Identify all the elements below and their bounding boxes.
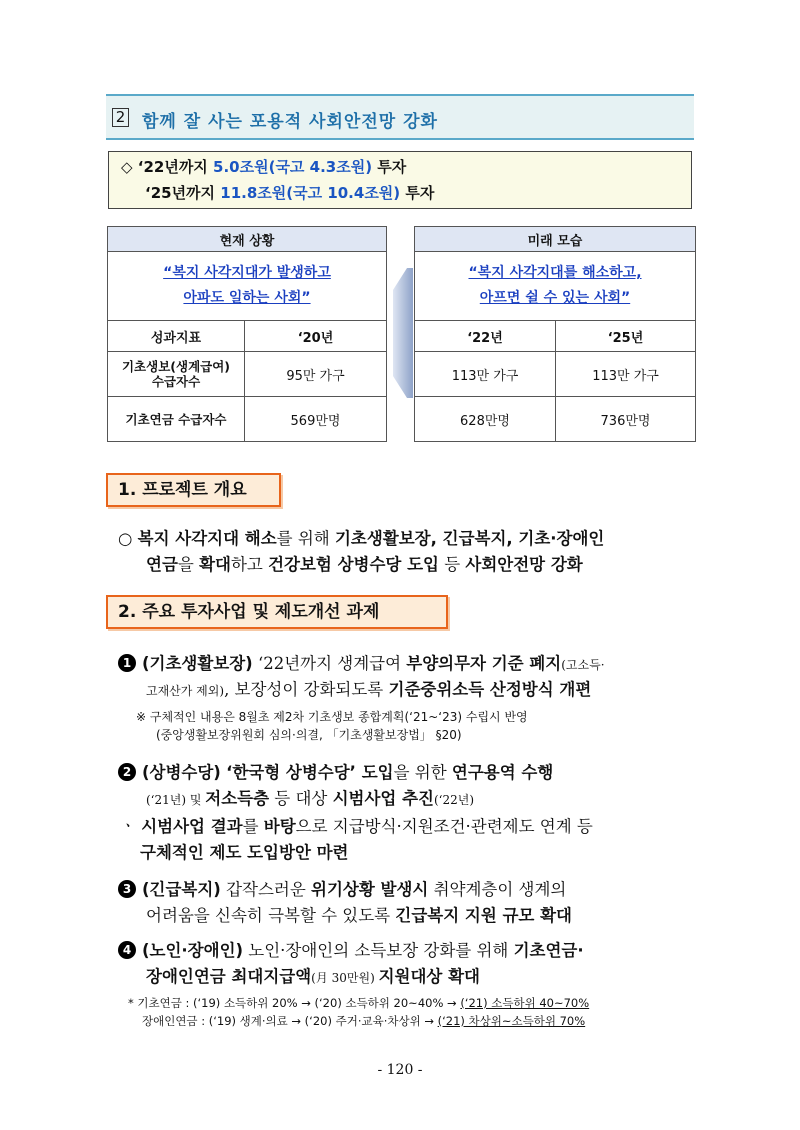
col-header-2025: ‘25년 xyxy=(556,321,696,352)
future-status-table xyxy=(414,226,696,442)
task-2-number-icon: 2 xyxy=(118,763,136,781)
section-title: 함께 잘 사는 포용적 사회안전망 강화 xyxy=(142,112,438,132)
goal-2025-amount: 11.8조원(국고 10.4조원) xyxy=(220,184,401,202)
col-header-2022: ‘22년 xyxy=(415,321,556,352)
transition-arrow-icon xyxy=(393,268,413,398)
goal-line-2022: ◇ ‘22년까지 5.0조원(국고 4.3조원) 투자 xyxy=(121,158,407,176)
overview-heading: 1. 프로젝트 개요 xyxy=(106,473,281,507)
task-1-line-1: 1 (기초생활보장) ‘22년까지 생계급여 부양의무자 기준 폐지(고소득· xyxy=(118,650,605,674)
task-4-note-1: * 기초연금 : (‘19) 소득하위 20% → (‘20) 소득하위 20~40% → (‘21) 소득하위 40~70% xyxy=(128,996,590,1010)
task-4-note-2: 장애인연금 : (‘19) 생계·의료 → (‘20) 주거·교육·차상위 → (‘21) 차상위~소득하위 70% xyxy=(142,1014,586,1028)
task-2-line-1: 2 (상병수당) ‘한국형 상병수당’ 도입을 위한 연구용역 수행 xyxy=(118,759,553,783)
value-2022-basic-pension: 628만명 xyxy=(415,397,556,442)
task-1-number-icon: 1 xyxy=(118,654,136,672)
current-slogan: “복지 사각지대가 발생하고 아파도 일하는 사회” xyxy=(108,252,387,321)
task-3-line-2: 어려움을 신속히 극복할 수 있도록 긴급복지 지원 규모 확대 xyxy=(146,906,572,925)
task-4-line-2: 장애인연금 최대지급액(月 30만원) 지원대상 확대 xyxy=(146,967,480,986)
value-2020-basic-livelihood: 95만 가구 xyxy=(245,352,387,397)
value-2020-basic-pension: 569만명 xyxy=(245,397,387,442)
row-label-basic-pension: 기초연금 수급자수 xyxy=(108,397,245,442)
task-4-line-1: 4 (노인·장애인) 노인·장애인의 소득보장 강화를 위해 기초연금· xyxy=(118,937,584,961)
goal-2022-amount: 5.0조원(국고 4.3조원) xyxy=(213,158,373,176)
task-1-note-2: (중앙생활보장위원회 심의·의결, 「기초생활보장법」 §20) xyxy=(156,728,462,742)
task-2-bullet-1: ㆍ 시범사업 결과를 바탕으로 지급방식·지원조건·관련제도 연계 등 xyxy=(120,817,593,836)
task-4-number-icon: 4 xyxy=(118,941,136,959)
investment-goal-box xyxy=(108,151,692,209)
future-slogan: “복지 사각지대를 해소하고, 아프면 쉴 수 있는 사회” xyxy=(415,252,696,321)
task-3-number-icon: 3 xyxy=(118,880,136,898)
value-2025-basic-livelihood: 113만 가구 xyxy=(556,352,696,397)
current-status-table xyxy=(107,226,387,442)
task-1-note-1: ※ 구체적인 내용은 8월초 제2차 기초생보 종합계획(‘21~‘23) 수립시 반영 xyxy=(136,710,528,724)
task-3-line-1: 3 (긴급복지) 갑작스러운 위기상황 발생시 취약계층이 생계의 xyxy=(118,876,566,900)
future-header: 미래 모습 xyxy=(415,227,696,252)
col-header-indicator: 성과지표 xyxy=(108,321,245,352)
col-header-2020: ‘20년 xyxy=(245,321,387,352)
overview-line-2: 연금을 확대하고 건강보험 상병수당 도입 등 사회안전망 강화 xyxy=(146,555,583,574)
section-number: 2 xyxy=(112,108,129,127)
task-2-bullet-2: 구체적인 제도 도입방안 마련 xyxy=(140,843,349,862)
task-1-line-2: 고재산가 제외), 보장성이 강화되도록 기준중위소득 산정방식 개편 xyxy=(146,680,592,699)
current-header: 현재 상황 xyxy=(108,227,387,252)
tasks-heading: 2. 주요 투자사업 및 제도개선 과제 xyxy=(106,595,448,629)
value-2022-basic-livelihood: 113만 가구 xyxy=(415,352,556,397)
section-header xyxy=(106,94,694,140)
goal-line-2025: ‘25년까지 11.8조원(국고 10.4조원) 투자 xyxy=(145,184,435,202)
overview-line-1: ○ 복지 사각지대 해소를 위해 기초생활보장, 긴급복지, 기초·장애인 xyxy=(118,529,605,548)
row-label-basic-livelihood: 기초생보(생계급여) 수급자수 xyxy=(108,352,245,397)
task-2-line-2: (‘21년) 및 저소득층 등 대상 시범사업 추진(‘22년) xyxy=(146,789,475,808)
page-number: - 120 - xyxy=(377,1062,423,1078)
value-2025-basic-pension: 736만명 xyxy=(556,397,696,442)
